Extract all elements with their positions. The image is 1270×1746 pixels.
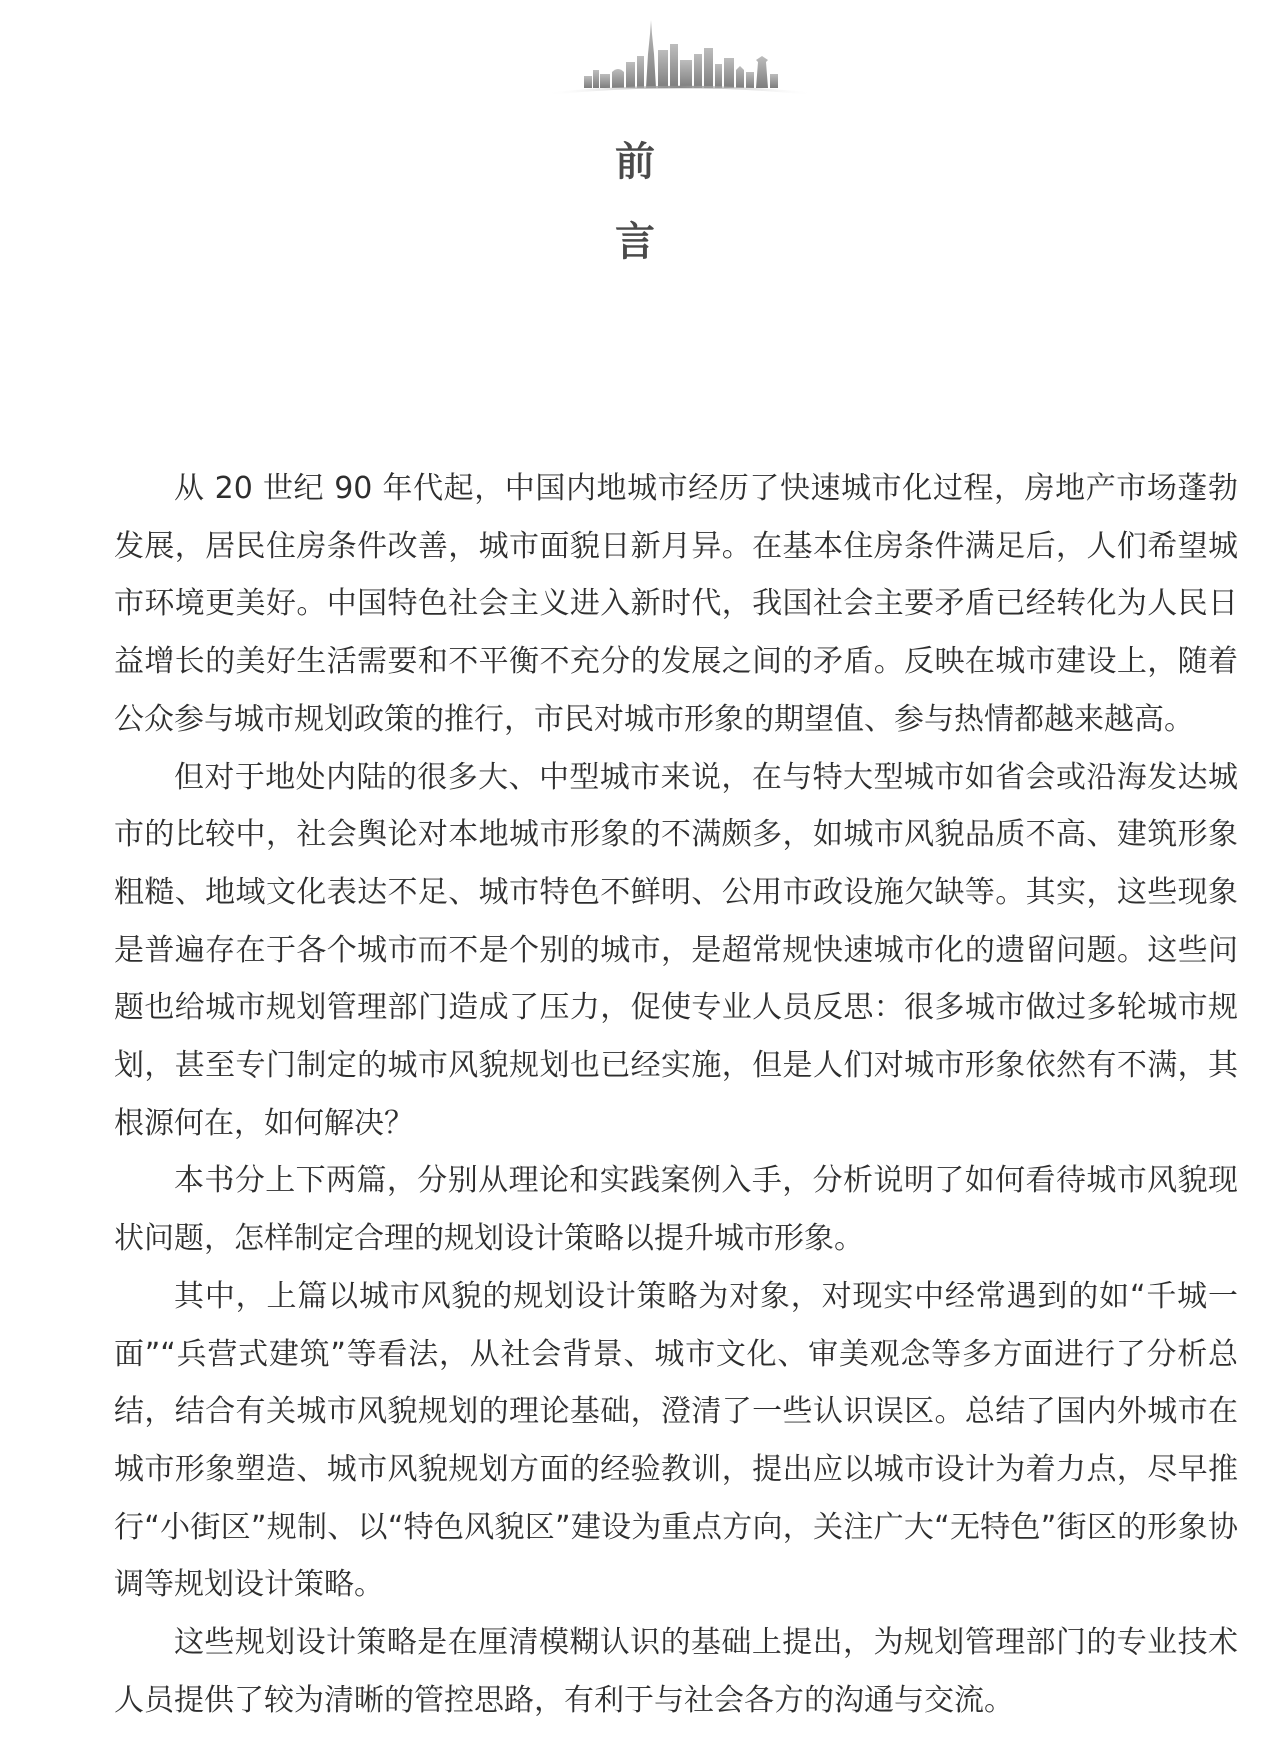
paragraph: 其中，上篇以城市风貌的规划设计策略为对象，对现实中经常遇到的如“千城一面”“兵营式建筑”等看法，从社会背景、城市文化、审美观念等多方面进行了分析总结，结合有关城市风貌规划的理论基础，澄清了一些认识误区。总结了国内外城市在城市形象塑造、城市风貌规划方面的经验教训，提出应以城市设计为着力点，尽早推行“小街区”规制、以“特色风貌区”建设为重点方向，关注广大“无特色”街区的形象协调等规划设计策略。 xyxy=(114,1278,1238,1603)
paragraph: 从 20 世纪 90 年代起，中国内地城市经历了快速城市化过程，房地产市场蓬勃发展，居民住房条件改善，城市面貌日新月异。在基本住房条件满足后，人们希望城市环境更美好。中国特色社会主义进入新时代，我国社会主要矛盾已经转化为人民日益增长的美好生活需要和不平衡不充分的发展之间的矛盾。反映在城市建设上，随着公众参与城市规划政策的推行，市民对城市形象的期望值、参与热情都越来越高。 xyxy=(114,471,1238,737)
page-title-line-1: 前 xyxy=(615,138,655,185)
paragraph: 但对于地处内陆的很多大、中型城市来说，在与特大型城市如省会或沿海发达城市的比较中，社会舆论对本地城市形象的不满颇多，如城市风貌品质不高、建筑形象粗糙、地域文化表达不足、城市特色不鲜明、公用市政设施欠缺等。其实，这些现象是普遍存在于各个城市而不是个别的城市，是超常规快速城市化的遗留问题。这些问题也给城市规划管理部门造成了压力，促使专业人员反思：很多城市做过多轮城市规划，甚至专门制定的城市风貌规划也已经实施，但是人们对城市形象依然有不满，其根源何在，如何解决？ xyxy=(114,759,1238,1141)
page-title-line-2: 言 xyxy=(615,218,655,265)
preface-body xyxy=(114,460,1238,1729)
paragraph: 这些规划设计策略是在厘清模糊认识的基础上提出，为规划管理部门的专业技术人员提供了较为清晰的管控思路，有利于与社会各方的沟通与交流。 xyxy=(114,1625,1238,1718)
paragraph: 本书分上下两篇，分别从理论和实践案例入手，分析说明了如何看待城市风貌现状问题，怎样制定合理的规划设计策略以提升城市形象。 xyxy=(114,1163,1238,1257)
city-skyline-icon xyxy=(540,14,820,98)
